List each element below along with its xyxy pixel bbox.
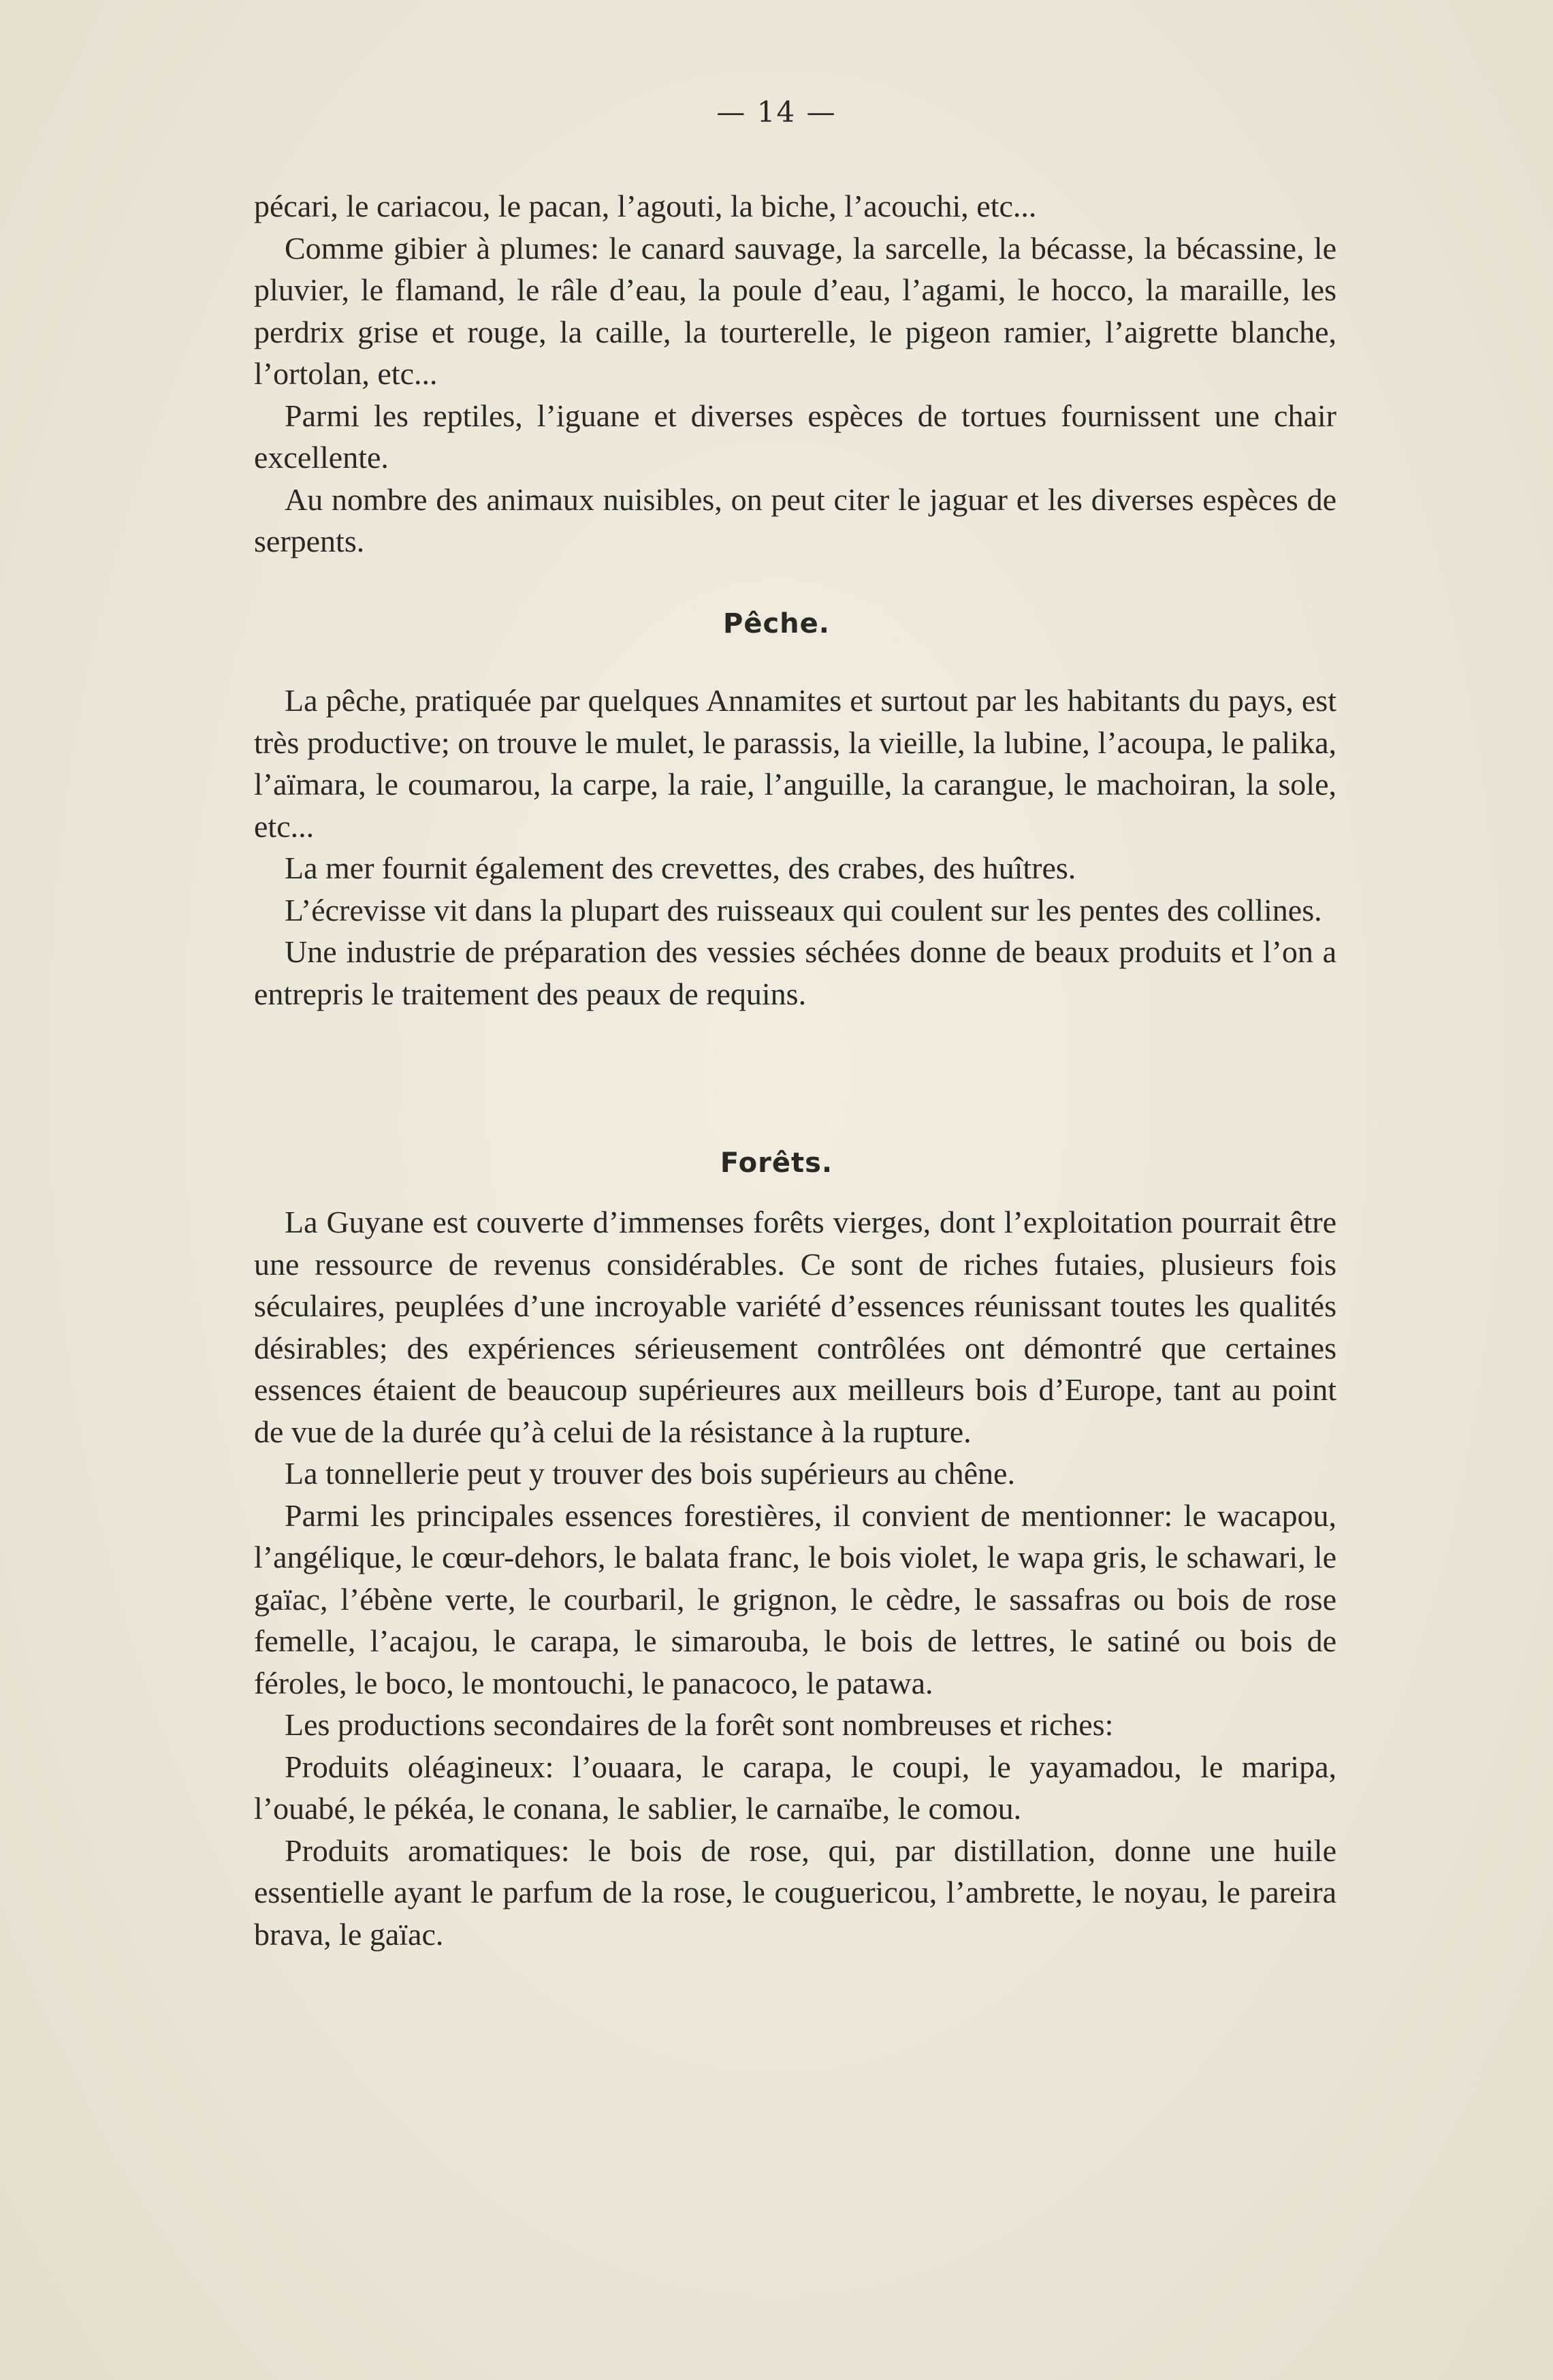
paragraph: Parmi les principales essences forestières, il convient de mentionner: le wacapou, l’angélique, le cœur-dehors, le balata franc, le bois violet, le wapa gris, le schawari, le gaïac, l’ébène verte, le courbaril, le grignon, le cèdre, le sassafras ou bois de rose femelle, l’acajou, le carapa, le simarouba, le bois de lettres, le satiné ou bois de féroles, le boco, le montouchi, le panacoco, le patawa. bbox=[254, 1497, 1336, 1700]
section-title-peche: Pêche. bbox=[723, 608, 830, 639]
page-number: — 14 — bbox=[716, 95, 837, 129]
paragraph: Produits oléagineux: l’ouaara, le carapa, le coupi, le yayamadou, le maripa, l’ouabé, le pékéa, le conana, le sablier, le carnaïbe, le comou. bbox=[254, 1749, 1336, 1826]
peche-text-block bbox=[254, 680, 1336, 1015]
paragraph: Comme gibier à plumes: le canard sauvage, la sarcelle, la bécasse, la bécassine, le pluvier, le flamand, le râle d’eau, la poule d’eau, l’agami, le hocco, la maraille, les perdrix grise et rouge, la caille, la tourterelle, le pigeon ramier, l’aigrette blanche, l’ortolan, etc... bbox=[254, 230, 1336, 391]
paragraph: pécari, le cariacou, le pacan, l’agouti, la biche, l’acouchi, etc... bbox=[254, 189, 1037, 223]
paragraph: La pêche, pratiquée par quelques Annamites et surtout par les habitants du pays, est très productive; on trouve le mulet, le parassis, la vieille, la lubine, l’acoupa, le palika, l’aïmara, le coumarou, la carpe, la raie, l’anguille, la carangue, le machoiran, la sole, etc... bbox=[254, 683, 1336, 844]
paragraph: L’écrevisse vit dans la plupart des ruisseaux qui coulent sur les pentes des collines. bbox=[285, 892, 1322, 927]
paragraph: Produits aromatiques: le bois de rose, qui, par distillation, donne une huile essentielle ayant le parfum de la rose, le couguericou, l’ambrette, le noyau, le pareira brava, le gaïac. bbox=[254, 1832, 1336, 1952]
paragraph: Les productions secondaires de la forêt sont nombreuses et riches: bbox=[285, 1707, 1114, 1742]
paragraph: Au nombre des animaux nuisibles, on peut citer le jaguar et les diverses espèces de serpents. bbox=[254, 481, 1336, 558]
paragraph: La tonnellerie peut y trouver des bois supérieurs au chêne. bbox=[285, 1456, 1015, 1491]
forets-text-block bbox=[254, 1201, 1336, 1955]
paragraph: La mer fournit également des crevettes, des crabes, des huîtres. bbox=[285, 851, 1076, 885]
paragraph: Une industrie de préparation des vessies séchées donne de beaux produits et l’on a entrepris le traitement des peaux de requins. bbox=[254, 934, 1336, 1011]
paragraph: La Guyane est couverte d’immenses forêts vierges, dont l’exploitation pourrait être une ressource de revenus considérables. Ce sont de riches futaies, plusieurs fois séculaires, peuplées d’une incroyable variété d’essences réunissant toutes les qualités désirables; des expériences sérieusement contrôlées ont démontré que certaines essences étaient de beaucoup supérieures aux meilleurs bois d’Europe, tant au point de vue de la durée qu’à celui de la résistance à la rupture. bbox=[254, 1205, 1336, 1449]
section-title-forets: Forêts. bbox=[720, 1147, 833, 1179]
intro-text-block bbox=[254, 185, 1336, 562]
paragraph: Parmi les reptiles, l’iguane et diverses espèces de tortues fournissent une chair excellente. bbox=[254, 398, 1336, 475]
